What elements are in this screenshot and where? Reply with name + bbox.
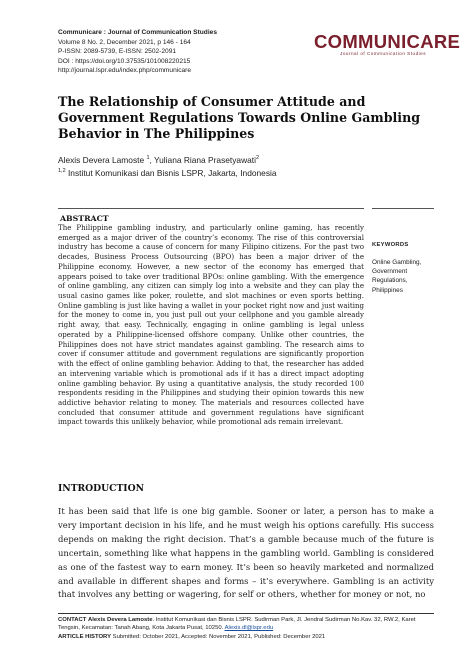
- logo-subtitle: Journal of Communication Studies: [340, 51, 426, 56]
- contact-line: [58, 616, 434, 633]
- communicare-logo: [314, 31, 461, 56]
- contact-label: CONTACT: [58, 617, 87, 623]
- journal-issn: P-ISSN: 2089-5739, E-ISSN: 2502-2091: [58, 48, 177, 55]
- history-line: [58, 633, 434, 641]
- author-1: Alexis Devera Lamoste: [58, 154, 145, 165]
- author-2: Yuliana Riana Prasetyawati: [154, 154, 256, 165]
- abstract-text: The Philippine gambling industry, and particularly online gaming, has recently emerged as a major driver of the country’s economy. The rise of this controversial industry has become a cause of concern for many Filipino citizens. For the past two decades, Business Process Outsourcing (BPO) has been a major driver of the Philippine economy. However, a new sector of the economy has emerged that appears poised to take over traditional BPOs: online gambling. With the emergence of online gambling, any citizen can simply log into a website and they can play the usual casino games like poker, roulette, and slot machines or even sports betting. Online gambling is just like having a wallet in your pocket right now and just waiting for the money to come in, you just pull out your cellphone and you gamble already right away, that easy. Technically, engaging in online gambling is legal unless operated by a Philippine-licensed offshore company. Unlike other countries, the Philippines does not have strict mandates against gambling. The research aims to cover if consumer attitude and government regulations are significantly proportion with the effect of online gambling behavior. Adding to that, the researcher has added an intervening variable which is promotional ads if it has a direct impact adopting online gambling behavior. By using a quantitative analysis, the study recorded 100 respondents residing in the Philippines and studying their opinion towards this new addictive behavior relating to money. The materials and resources collected have concluded that consumer attitude and government regulations have significant impact towards this unlikely behavior, while promotional ads remain irrelevant.: [58, 223, 364, 427]
- logo-name: COMMUNICARE: [314, 31, 461, 52]
- introduction-text: It has been said that life is one big gamble. Sooner or later, a person has to make a very important decision in his life, and he must weigh his options carefully. His success depends on making the right decision. That’s a gamble because much of the future is uncertain, something like what happens in the gambling world. Gambling is considered as one of the fastest way to earn money. It’s been so heavily marketed and normalized and available in different shapes and forms – it’s everywhere. Gambling is an activity that involves any betting or wagering, for self or others, whether for money or not, no: [58, 506, 434, 600]
- journal-url[interactable]: http://journal.lspr.edu/index.php/communicare: [58, 67, 192, 74]
- author-1-sup: 1: [146, 155, 150, 161]
- footer: [58, 613, 434, 641]
- author-line: [58, 153, 428, 166]
- keywords-list: [372, 258, 434, 295]
- journal-name: Communicare : Journal of Communication Studies: [58, 29, 218, 36]
- keywords-heading: KEYWORDS: [372, 242, 409, 248]
- introduction-heading: INTRODUCTION: [58, 483, 144, 494]
- contact-name: Alexis Devera Lamoste: [88, 617, 153, 623]
- journal-volume: Volume 8 No. 2, December 2021, p 146 - 164: [58, 38, 191, 46]
- affiliation: Institut Komunikasi dan Bisnis LSPR, Jakarta, Indonesia: [67, 167, 277, 178]
- keywords-section: [372, 208, 434, 295]
- keyword-item: Online Gambling,: [372, 259, 422, 266]
- contact-email-link[interactable]: Alexis.dl@lspr.edu: [224, 625, 274, 632]
- contact-address: . Institut Komunikasi dan Bisnis LSPR. Sudirman Park, Jl. Jendral Sudirman No.Kav. 32, RW.2, Karet Tengsin, Kecamatan: Tanah Abang, Kota Jakarta Pusat, 10250.: [58, 617, 416, 632]
- author-separator: ,: [149, 154, 152, 165]
- affiliation-sup: 1,2: [58, 167, 66, 174]
- authors-block: [58, 153, 428, 179]
- history-label: ARTICLE HISTORY: [58, 633, 112, 640]
- history-text: Submitted: October 2021, Accepted: November 2021, Published: December 2021: [112, 633, 326, 640]
- author-2-sup: 2: [256, 155, 260, 161]
- keyword-item: Philippines: [372, 286, 403, 294]
- paper-title: The Relationship of Consumer Attitude and Government Regulations Towards Online Gambling Behavior in The Philippines: [58, 94, 421, 141]
- keyword-item: Regulations,: [372, 277, 408, 285]
- abstract-section: [58, 208, 364, 471]
- affiliation-line: [58, 166, 428, 179]
- abstract-heading: ABSTRACT: [60, 214, 109, 223]
- keyword-item: Government: [372, 268, 408, 276]
- journal-doi[interactable]: DOI : https://doi.org/10.37535/101008220215: [58, 57, 191, 65]
- journal-info: [58, 28, 308, 76]
